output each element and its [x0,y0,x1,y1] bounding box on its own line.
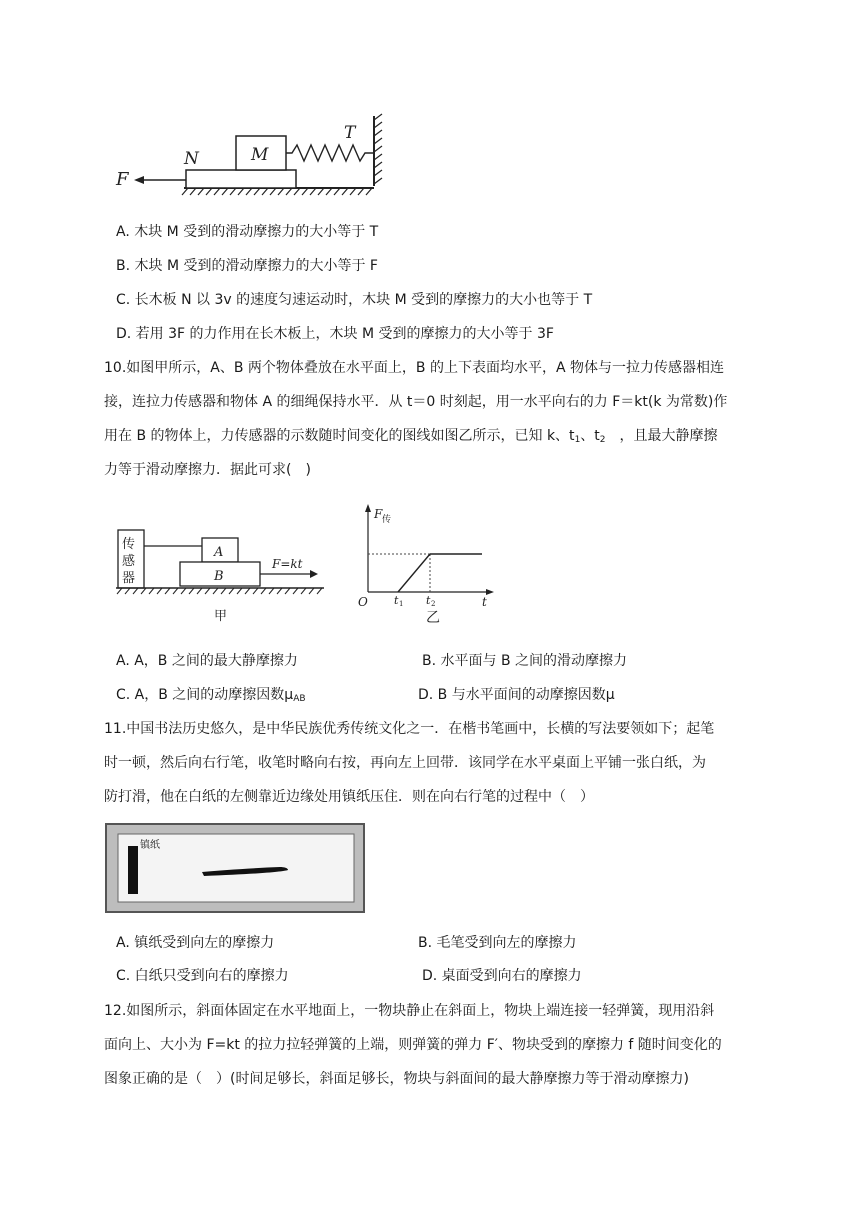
calligraphy-paper-figure [104,822,368,916]
q10-option-a[interactable]: A. A，B 之间的最大静摩擦力 [116,653,298,669]
q10-stem-3c: ，且最大静摩擦 [605,428,718,444]
q9-option-d[interactable]: D. 若用 3F 的力作用在长木板上，木块 M 受到的摩擦力的大小等于 3F [116,326,554,342]
fig-block-a-label: A [214,545,224,560]
graph-y-label: F [374,507,383,521]
friction-board-figure [108,110,398,196]
q10-stem-sub2: 2 [599,435,606,445]
block-label: M [251,145,269,165]
fig-caption-jia: 甲 [214,609,228,624]
graph-t-axis: t [482,595,487,609]
q10-stem-3a: 用在 B 的物体上，力传感器的示数随时间变化的图线如图乙所示，已知 k、t [104,428,575,444]
graph-t2: t [426,594,431,607]
q11-stem-line-1: 11.中国书法历史悠久，是中华民族优秀传统文化之一．在楷书笔画中，长横的写法要领如下；起笔 [104,721,715,737]
q10-option-b[interactable]: B. 水平面与 B 之间的滑动摩擦力 [422,653,628,669]
sensor-label-2: 感 [122,554,136,569]
q10-option-c-text: C. A，B 之间的动摩擦因数μ [116,687,294,703]
q12-stem-line-1: 12.如图所示，斜面体固定在水平地面上，一物块静止在斜面上，物块上端连接一轻弹簧，现用沿斜 [104,1003,715,1019]
q11-option-d[interactable]: D. 桌面受到向右的摩擦力 [422,968,582,984]
tension-label: T [344,123,356,143]
fig-block-b-label: B [214,569,224,584]
board-label: N [184,149,199,169]
sensor-label-1: 传 [122,537,136,552]
q9-option-c[interactable]: C. 长木板 N 以 3v 的速度匀速运动时，木块 M 受到的摩擦力的大小也等于 T [116,292,593,308]
q10-stem-line-1: 10.如图甲所示，A、B 两个物体叠放在水平面上，B 的上下表面均水平，A 物体与一拉力传感器相连 [104,360,724,376]
q9-option-b[interactable]: B. 木块 M 受到的滑动摩擦力的大小等于 F [116,258,378,274]
force-label: F [116,169,129,190]
q10-option-c[interactable] [116,685,306,709]
q9-option-a[interactable]: A. 木块 M 受到的滑动摩擦力的大小等于 T [116,224,379,240]
graph-t1: t [394,594,399,607]
graph-y-sub: 传 [382,515,392,525]
graph-t1-sub: 1 [399,600,404,608]
q10-option-d[interactable]: D. B 与水平面间的动摩擦因数μ [418,687,615,703]
q10-stem-line-3 [104,426,718,450]
q12-stem-line-3: 图象正确的是（ ）(时间足够长，斜面足够长，物块与斜面间的最大静摩擦力等于滑动摩擦力) [104,1071,689,1087]
q10-stem-3b: 、t [580,428,600,444]
q11-stem-line-2: 时一顿，然后向右行笔，收笔时略向右按，再向左上回带．该同学在水平桌面上平铺一张白纸，为 [104,755,706,771]
graph-t2-sub: 2 [431,600,436,608]
fig-caption-yi: 乙 [426,610,440,626]
q11-option-c[interactable]: C. 白纸只受到向右的摩擦力 [116,968,289,984]
q12-stem-line-2: 面向上、大小为 F=kt 的拉力拉轻弹簧的上端，则弹簧的弹力 F′、物块受到的摩擦力 f 随时间变化的 [104,1037,722,1053]
sensor-label-3: 器 [122,571,136,586]
sensor-blocks-figure [114,528,330,628]
q10-stem-line-2: 接，连拉力传感器和物体 A 的细绳保持水平．从 t＝0 时刻起，用一水平向右的力 F＝kt(k 为常数)作 [104,394,728,410]
paperweight-label: 镇纸 [140,840,160,851]
q11-option-b[interactable]: B. 毛笔受到向左的摩擦力 [418,935,577,951]
q11-option-a[interactable]: A. 镇纸受到向左的摩擦力 [116,935,275,951]
q11-stem-line-3: 防打滑，他在白纸的左侧靠近边缘处用镇纸压住．则在向右行笔的过程中（ ） [104,789,594,805]
q10-option-c-sub: AB [293,694,306,704]
fig-force-label: F=kt [272,557,303,571]
sensor-force-graph [352,500,502,630]
q10-stem-sub1: 1 [574,435,581,445]
q10-stem-line-4: 力等于滑动摩擦力．据此可求( ) [104,462,311,478]
graph-origin: O [358,595,368,609]
